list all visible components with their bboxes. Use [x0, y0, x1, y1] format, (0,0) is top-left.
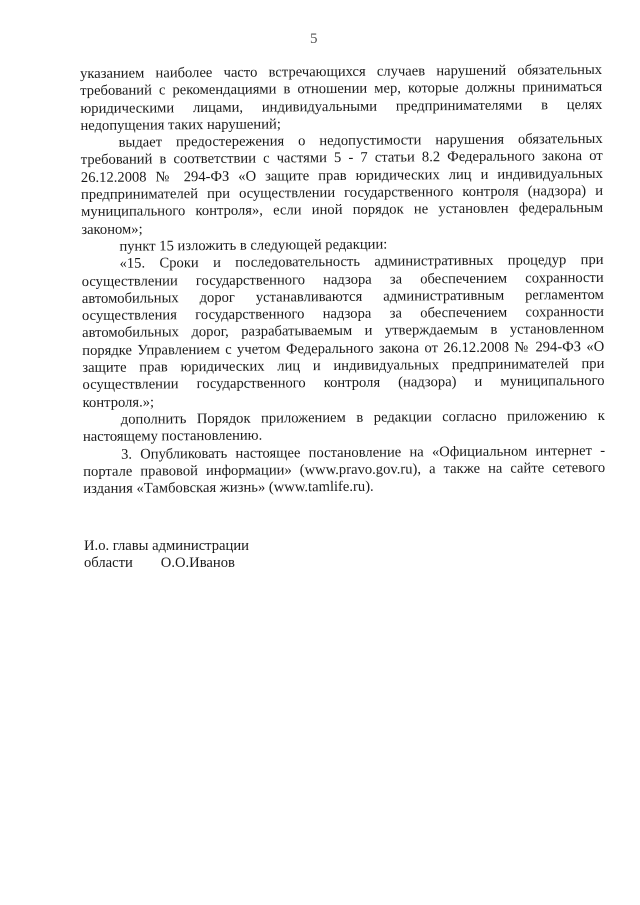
paragraph-publish: 3. Опубликовать настоящее постановление на «Официальном интернет - портале правовой информации» (www.pravo.gov.ru), а также на сайте сетевого издания «Тамбовская жизнь» (www.tamlife.ru).	[83, 442, 606, 498]
paragraph-continuation: указанием наиболее часто встречающихся случаев нарушений обязательных требований с рекомендациями в отношении мер, которые должны приниматься юридическими лицами, индивидуальными предпринимателями в целях недопущения таких нарушений;	[80, 61, 603, 134]
signature-block	[84, 538, 249, 572]
signatory-name: О.О.Иванов	[160, 555, 235, 571]
paragraph-item15-intro: пункт 15 изложить в следующей редакции:	[119, 236, 388, 255]
paragraph-item15: «15. Сроки и последовательность административных процедур при осуществлении государственного надзора за обеспечением сохранности автомобильных дорог устанавливаются административным регламентом осуществления государственного надзора за обеспечением сохранности автомобильных дорог, разрабатываемым и утверждаемым в установленном порядке Управлением с учетом Федерального закона от 26.12.2008 № 294-ФЗ «О защите прав юридических лиц и индивидуальных предпринимателей при осуществлении государственного контроля (надзора) и муниципального контроля.»;	[81, 252, 605, 411]
document-body	[80, 62, 605, 499]
paragraph-warnings: выдает предостережения о недопустимости нарушения обязательных требований в соответствии с частями 5 - 7 статьи 8.2 Федерального закона от 26.12.2008 № 294-ФЗ «О защите прав юридических лиц и индивидуальных предпринимателей при осуществлении государственного контроля (надзора) и муниципального контроля», если иной порядок не установлен федеральным законом»;	[80, 131, 604, 238]
paragraph-appendix: дополнить Порядок приложением в редакции согласно приложению к настоящему постановлению.	[82, 407, 605, 446]
page-number: 5	[310, 31, 318, 47]
signatory-position: И.о. главы администрации	[84, 538, 249, 554]
signatory-region: области	[84, 555, 133, 571]
